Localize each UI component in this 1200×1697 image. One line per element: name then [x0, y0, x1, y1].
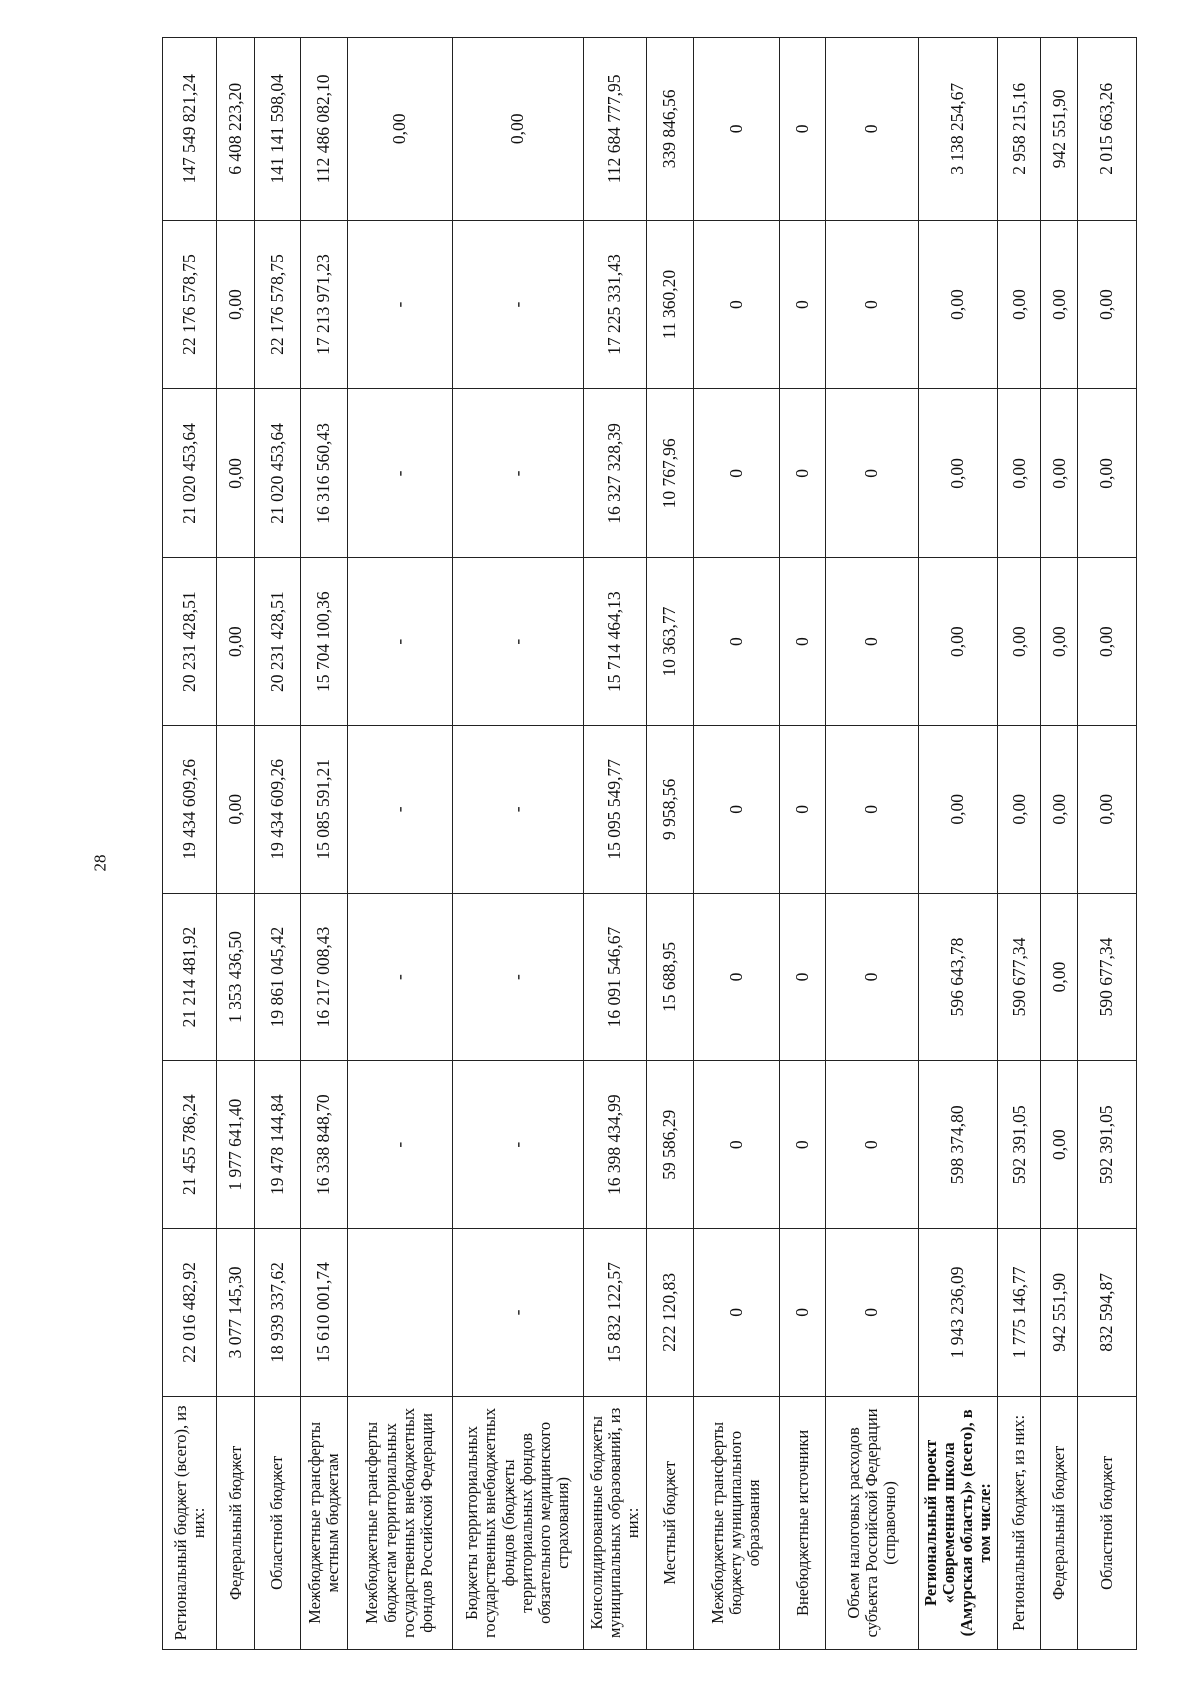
value-cell: 339 846,56	[646, 38, 693, 221]
value-cell: 0	[780, 220, 826, 389]
value-cell: 10 767,96	[646, 389, 693, 558]
value-cell: 0,00	[1078, 558, 1137, 726]
table-row	[646, 38, 693, 1650]
value-cell: 0	[780, 389, 826, 558]
value-cell: 0	[693, 726, 779, 894]
value-cell: 0	[693, 389, 779, 558]
row-label: Межбюджетные трансферты бюджету муниципального образования	[693, 1396, 779, 1649]
value-cell: 0,00	[1078, 389, 1137, 558]
value-cell: -	[347, 220, 452, 389]
value-cell: 832 594,87	[1078, 1229, 1137, 1397]
value-cell: 0,00	[998, 726, 1041, 894]
value-cell: 15 832 122,57	[583, 1229, 646, 1397]
value-cell: 15 714 464,13	[583, 558, 646, 726]
value-cell: 1 353 436,50	[217, 893, 255, 1061]
table-row	[452, 38, 583, 1650]
value-cell: -	[452, 893, 583, 1061]
value-cell: 19 434 609,26	[255, 726, 300, 894]
table-row	[255, 38, 300, 1650]
value-cell: 0,00	[1041, 893, 1078, 1061]
table-row	[1078, 38, 1137, 1650]
table-row	[347, 38, 452, 1650]
value-cell: 16 091 546,67	[583, 893, 646, 1061]
value-cell: 3 138 254,67	[918, 38, 998, 221]
value-cell: 19 861 045,42	[255, 893, 300, 1061]
value-cell: -	[347, 558, 452, 726]
value-cell: 141 141 598,04	[255, 38, 300, 221]
value-cell: 942 551,90	[1041, 1229, 1078, 1397]
row-label: Межбюджетные трансферты бюджетам территориальных государственных внебюджетных фондов Российской Федерации	[347, 1396, 452, 1649]
row-label: Федеральный бюджет	[217, 1396, 255, 1649]
value-cell: -	[347, 726, 452, 894]
value-cell: 1 977 641,40	[217, 1061, 255, 1229]
value-cell: 2 015 663,26	[1078, 38, 1137, 221]
value-cell: 20 231 428,51	[255, 558, 300, 726]
value-cell: 0	[826, 38, 918, 221]
value-cell: 592 391,05	[998, 1061, 1041, 1229]
value-cell: 0	[780, 558, 826, 726]
value-cell: 17 213 971,23	[300, 220, 347, 389]
value-cell: 0	[826, 1229, 918, 1397]
value-cell: 17 225 331,43	[583, 220, 646, 389]
table-row	[826, 38, 918, 1650]
value-cell: 0	[826, 893, 918, 1061]
value-cell: -	[347, 893, 452, 1061]
value-cell: 0	[780, 726, 826, 894]
table-row	[998, 38, 1041, 1650]
value-cell: 112 486 082,10	[300, 38, 347, 221]
page-number: 28	[90, 854, 109, 872]
value-cell: 0	[780, 1061, 826, 1229]
value-cell: 21 020 453,64	[163, 389, 217, 558]
value-cell: -	[452, 389, 583, 558]
value-cell: 1 775 146,77	[998, 1229, 1041, 1397]
value-cell: 11 360,20	[646, 220, 693, 389]
value-cell: 590 677,34	[1078, 893, 1137, 1061]
value-cell: 0,00	[1041, 389, 1078, 558]
value-cell: 16 316 560,43	[300, 389, 347, 558]
value-cell: 592 391,05	[1078, 1061, 1137, 1229]
table-row	[583, 38, 646, 1650]
value-cell: 0,00	[217, 389, 255, 558]
value-cell: 147 549 821,24	[163, 38, 217, 221]
value-cell: -	[347, 389, 452, 558]
value-cell: 19 478 144,84	[255, 1061, 300, 1229]
value-cell: -	[452, 220, 583, 389]
value-cell: 9 958,56	[646, 726, 693, 894]
value-cell: 0,00	[217, 726, 255, 894]
value-cell: 0,00	[452, 38, 583, 221]
value-cell: 0,00	[998, 558, 1041, 726]
value-cell: 21 214 481,92	[163, 893, 217, 1061]
value-cell: 0,00	[998, 220, 1041, 389]
table-row	[780, 38, 826, 1650]
value-cell: 16 398 434,99	[583, 1061, 646, 1229]
value-cell: 15 095 549,77	[583, 726, 646, 894]
value-cell: 0	[780, 1229, 826, 1397]
value-cell: 0	[826, 1061, 918, 1229]
value-cell: 16 327 328,39	[583, 389, 646, 558]
value-cell: 596 643,78	[918, 893, 998, 1061]
value-cell: 22 176 578,75	[255, 220, 300, 389]
value-cell: 0,00	[1041, 1061, 1078, 1229]
row-label: Межбюджетные трансферты местным бюджетам	[300, 1396, 347, 1649]
value-cell: 0	[693, 1061, 779, 1229]
value-cell: 2 958 215,16	[998, 38, 1041, 221]
value-cell	[347, 1229, 452, 1397]
value-cell: 21 020 453,64	[255, 389, 300, 558]
value-cell: 6 408 223,20	[217, 38, 255, 221]
value-cell: 0,00	[918, 726, 998, 894]
value-cell: 16 217 008,43	[300, 893, 347, 1061]
row-label: Объем налоговых расходов субъекта Российской Федерации (справочно)	[826, 1396, 918, 1649]
value-cell: 0,00	[918, 389, 998, 558]
value-cell: 0	[826, 726, 918, 894]
table-row	[918, 38, 998, 1650]
table-row	[163, 38, 217, 1650]
value-cell: -	[347, 1061, 452, 1229]
row-label: Бюджеты территориальных государственных внебюджетных фондов (бюджеты территориальных фондов обязательного медицинского страхования)	[452, 1396, 583, 1649]
value-cell: 590 677,34	[998, 893, 1041, 1061]
value-cell: 0	[693, 558, 779, 726]
value-cell: 0	[693, 38, 779, 221]
value-cell: 1 943 236,09	[918, 1229, 998, 1397]
value-cell: 0	[826, 389, 918, 558]
value-cell: 0,00	[217, 220, 255, 389]
value-cell: 18 939 337,62	[255, 1229, 300, 1397]
row-label: Консолидированные бюджеты муниципальных образований, из них:	[583, 1396, 646, 1649]
value-cell: 0,00	[1041, 558, 1078, 726]
value-cell: -	[452, 1229, 583, 1397]
value-cell: -	[452, 726, 583, 894]
budget-table-container	[162, 37, 1137, 1650]
value-cell: 15 610 001,74	[300, 1229, 347, 1397]
value-cell: 16 338 848,70	[300, 1061, 347, 1229]
value-cell: 19 434 609,26	[163, 726, 217, 894]
row-label: Региональный бюджет (всего), из них:	[163, 1396, 217, 1649]
value-cell: 15 085 591,21	[300, 726, 347, 894]
table-row	[300, 38, 347, 1650]
value-cell: 598 374,80	[918, 1061, 998, 1229]
value-cell: 0,00	[998, 389, 1041, 558]
value-cell: 0	[826, 558, 918, 726]
value-cell: 112 684 777,95	[583, 38, 646, 221]
value-cell: 21 455 786,24	[163, 1061, 217, 1229]
value-cell: 0,00	[1078, 726, 1137, 894]
value-cell: 0	[693, 1229, 779, 1397]
value-cell: 222 120,83	[646, 1229, 693, 1397]
table-row	[1041, 38, 1078, 1650]
value-cell: 22 176 578,75	[163, 220, 217, 389]
value-cell: 0,00	[347, 38, 452, 221]
value-cell: 0	[826, 220, 918, 389]
value-cell: 0	[693, 220, 779, 389]
value-cell: 0,00	[918, 220, 998, 389]
value-cell: 15 688,95	[646, 893, 693, 1061]
value-cell: 20 231 428,51	[163, 558, 217, 726]
value-cell: 3 077 145,30	[217, 1229, 255, 1397]
value-cell: 59 586,29	[646, 1061, 693, 1229]
value-cell: 0,00	[1078, 220, 1137, 389]
value-cell: 22 016 482,92	[163, 1229, 217, 1397]
budget-table	[162, 37, 1137, 1650]
table-row	[217, 38, 255, 1650]
value-cell: 0,00	[1041, 220, 1078, 389]
row-label: Федеральный бюджет	[1041, 1396, 1078, 1649]
value-cell: 942 551,90	[1041, 38, 1078, 221]
table-row	[693, 38, 779, 1650]
value-cell: -	[452, 558, 583, 726]
row-label: Региональный бюджет, из них:	[998, 1396, 1041, 1649]
row-label: Областной бюджет	[1078, 1396, 1137, 1649]
value-cell: 0	[780, 893, 826, 1061]
row-label: Внебюджетные источники	[780, 1396, 826, 1649]
value-cell: 0,00	[918, 558, 998, 726]
value-cell: 10 363,77	[646, 558, 693, 726]
row-label: Областной бюджет	[255, 1396, 300, 1649]
value-cell: 0	[693, 893, 779, 1061]
value-cell: 0	[780, 38, 826, 221]
value-cell: 0,00	[1041, 726, 1078, 894]
row-label: Местный бюджет	[646, 1396, 693, 1649]
value-cell: 15 704 100,36	[300, 558, 347, 726]
row-label: Региональный проект «Современная школа (Амурская область)» (всего), в том числе:	[918, 1396, 998, 1649]
value-cell: 0,00	[217, 558, 255, 726]
value-cell: -	[452, 1061, 583, 1229]
